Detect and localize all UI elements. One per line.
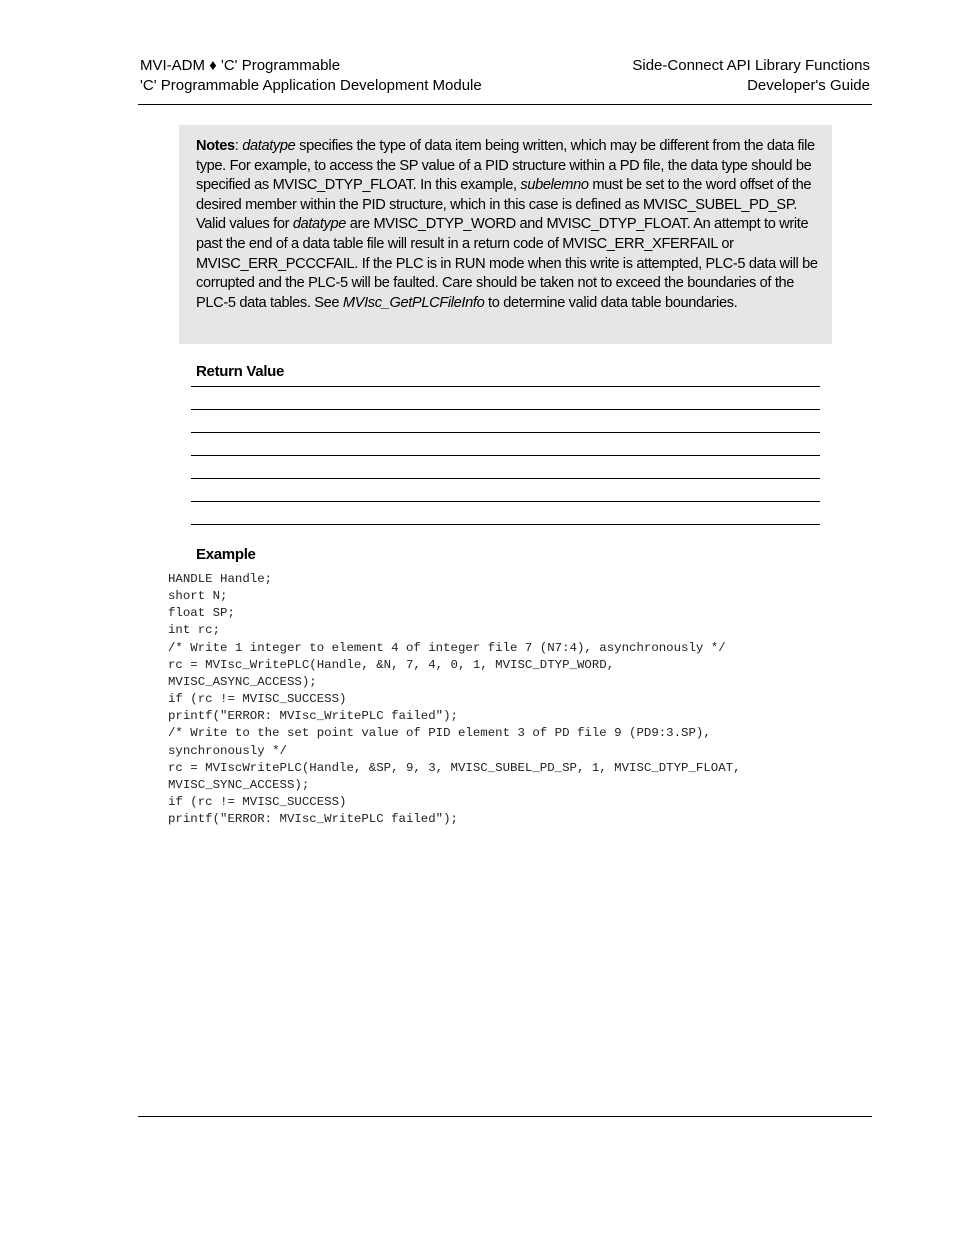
notes-text: must be set to the word offset of the desired member within the PID structure, which in this case is defined as MVISC_SUBEL_PD_SP. Valid values for bbox=[196, 177, 812, 233]
code-line: printf("ERROR: MVIsc_WritePLC failed"); bbox=[168, 812, 458, 827]
header-left bbox=[140, 56, 482, 95]
code-line: synchronously */ bbox=[168, 743, 287, 758]
header-guide-title: Developer's Guide bbox=[747, 76, 870, 94]
header-product-subtitle: 'C' Programmable Application Development Module bbox=[140, 76, 482, 94]
header-divider bbox=[138, 104, 872, 105]
code-line: rc = MVIscWritePLC(Handle, &SP, 9, 3, MVISC_SUBEL_PD_SP, 1, MVISC_DTYP_FLOAT, bbox=[168, 760, 741, 775]
code-line: float SP; bbox=[168, 606, 235, 621]
return-value-row bbox=[191, 478, 820, 501]
return-value-row bbox=[191, 501, 820, 525]
notes-box bbox=[179, 125, 832, 344]
code-line: /* Write to the set point value of PID element 3 of PD file 9 (PD9:3.SP), bbox=[168, 726, 711, 741]
notes-text: are MVISC_DTYP_WORD and MVISC_DTYP_FLOAT. An attempt to write past the end of a data table file will result in a return code of MVISC_ERR_XFERFAIL or MVISC_ERR_PCCCFAIL. If the PLC is in RUN mode when this write is attempted, PLC-5 data will be corrupted and the PLC-5 will be faulted. Care should be taken not to exceed the boundaries of the PLC-5 data tables. See bbox=[196, 216, 818, 311]
notes-text: : bbox=[234, 138, 243, 154]
example-code-block bbox=[168, 571, 741, 828]
notes-italic-term: MVIsc_GetPLCFileInfo bbox=[342, 294, 485, 311]
code-line: int rc; bbox=[168, 623, 221, 638]
header-product-title: MVI-ADM ♦ 'C' Programmable bbox=[140, 57, 341, 74]
notes-label: Notes bbox=[196, 138, 235, 154]
code-line: if (rc != MVISC_SUCCESS) bbox=[168, 795, 347, 810]
code-line: HANDLE Handle; bbox=[168, 572, 273, 586]
return-value-table bbox=[191, 386, 820, 525]
code-line: printf("ERROR: MVIsc_WritePLC failed"); bbox=[168, 709, 458, 724]
notes-text: specifies the type of data item being written, which may be different from the data file type. For example, to access the SP value of a PID structure within a PD file, the data type should be specified as MVISC_DTYP_FLOAT. In this example, bbox=[196, 138, 815, 194]
return-value-heading: Return Value bbox=[196, 363, 285, 380]
code-line: rc = MVIsc_WritePLC(Handle, &N, 7, 4, 0, 1, MVISC_DTYP_WORD, bbox=[168, 657, 615, 672]
notes-body bbox=[196, 138, 818, 311]
header-section-title: Side-Connect API Library Functions bbox=[632, 57, 870, 74]
code-line: MVISC_SYNC_ACCESS); bbox=[168, 777, 310, 792]
return-value-row bbox=[191, 386, 820, 409]
return-value-row bbox=[191, 409, 820, 432]
notes-italic-term: subelemno bbox=[520, 177, 589, 194]
header-right bbox=[632, 56, 870, 95]
code-line: MVISC_ASYNC_ACCESS); bbox=[168, 674, 317, 689]
code-line: /* Write 1 integer to element 4 of integer file 7 (N7:4), asynchronously */ bbox=[168, 640, 726, 655]
notes-italic-term: datatype bbox=[292, 216, 347, 233]
code-line: if (rc != MVISC_SUCCESS) bbox=[168, 692, 347, 707]
return-value-row bbox=[191, 432, 820, 455]
notes-text: to determine valid data table boundaries. bbox=[484, 294, 738, 311]
notes-italic-term: datatype bbox=[242, 138, 296, 154]
footer-divider bbox=[138, 1116, 872, 1117]
return-value-row bbox=[191, 455, 820, 478]
example-heading: Example bbox=[196, 546, 256, 563]
code-line: short N; bbox=[168, 589, 228, 604]
